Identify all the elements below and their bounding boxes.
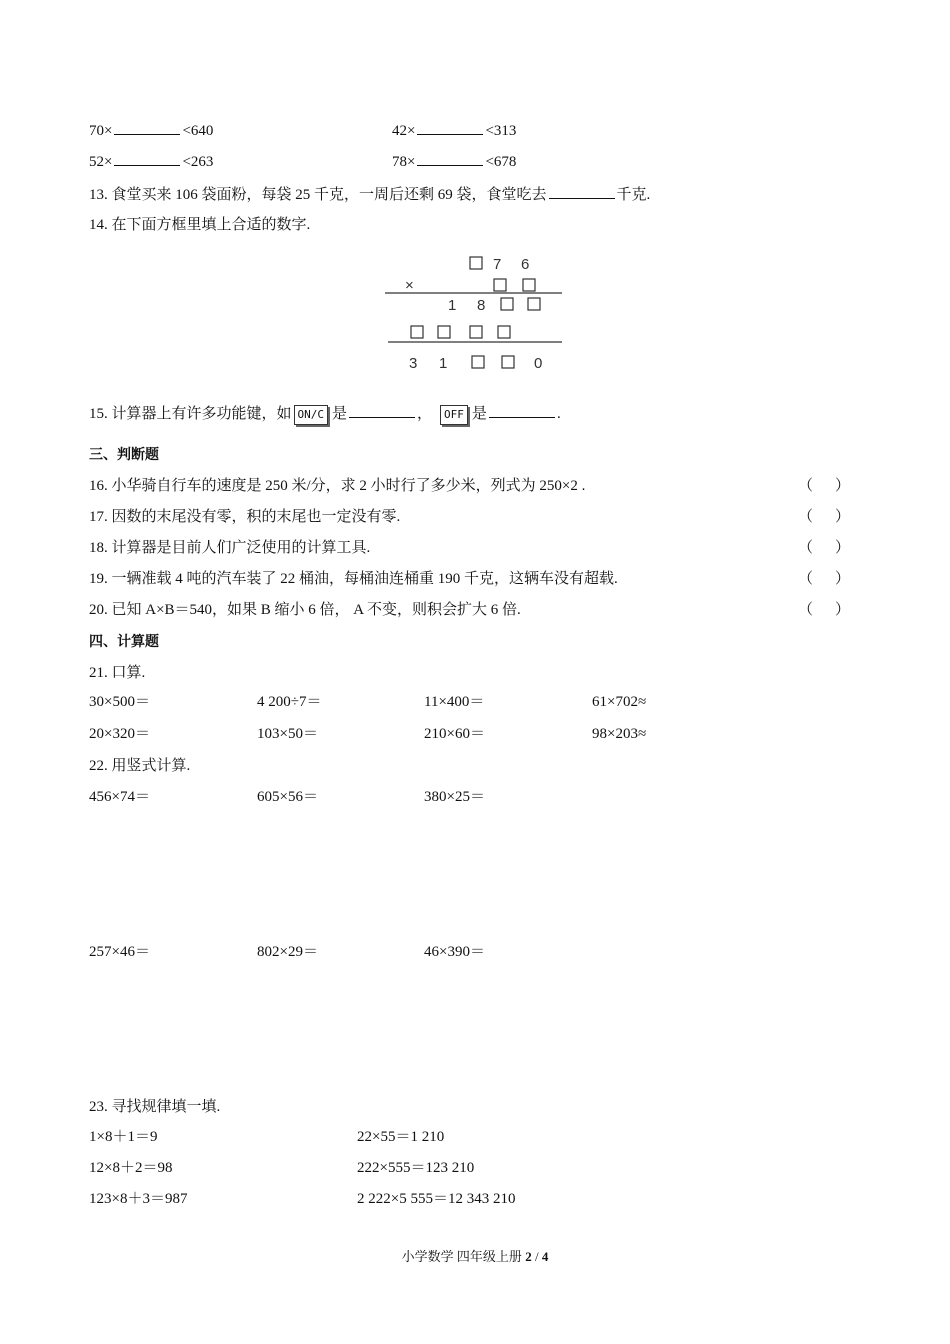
vertical-calc-item: 46×390＝ <box>424 944 485 960</box>
oral-calc-item: 20×320＝ <box>89 726 150 742</box>
answer-blank[interactable] <box>549 184 615 199</box>
question-14: 14. 在下面方框里填上合适的数字. <box>89 217 311 233</box>
section-heading-calculation: 四、计算题 <box>89 634 159 650</box>
judge-item-20: 20. 已知 A×B＝540，如果 B 缩小 6 倍， A 不变，则积会扩大 6 倍. <box>89 602 521 618</box>
pattern-right-item: 22×55＝1 210 <box>357 1129 445 1145</box>
compare-row-1b: 42× <313 <box>392 120 516 141</box>
puzzle-digit: 1 <box>439 355 448 372</box>
question-23-title: 23. 寻找规律填一填. <box>89 1099 221 1115</box>
puzzle-digit: 8 <box>477 297 486 314</box>
digit-box[interactable] <box>470 257 482 269</box>
answer-paren[interactable]: （ ） <box>798 509 850 525</box>
judge-item-16: 16. 小华骑自行车的速度是 250 米/分，求 2 小时行了多少米，列式为 250×2 . <box>89 478 586 494</box>
puzzle-digit: 3 <box>409 355 418 372</box>
oral-calc-item: 61×702≈ <box>592 694 647 710</box>
vertical-calc-item: 257×46＝ <box>89 944 150 960</box>
digit-box[interactable] <box>411 326 423 338</box>
digit-box[interactable] <box>498 326 510 338</box>
vertical-calc-item: 605×56＝ <box>257 789 318 805</box>
answer-paren[interactable]: （ ） <box>798 540 850 556</box>
compare-row-2b: 78× <678 <box>392 151 516 172</box>
answer-blank[interactable] <box>114 151 180 166</box>
vertical-calc-item: 456×74＝ <box>89 789 150 805</box>
on-c-key: ON/C <box>294 405 329 425</box>
pattern-left-item: 12×8＋2＝98 <box>89 1160 173 1176</box>
digit-box[interactable] <box>472 356 484 368</box>
answer-blank[interactable] <box>489 403 555 418</box>
oral-calc-item: 103×50＝ <box>257 726 318 742</box>
page-footer: 小学数学 四年级上册 2 / 4 <box>401 1249 549 1264</box>
answer-blank[interactable] <box>349 403 415 418</box>
oral-calc-item: 30×500＝ <box>89 694 150 710</box>
section-heading-judgement: 三、判断题 <box>89 447 159 463</box>
oral-calc-item: 210×60＝ <box>424 726 485 742</box>
pattern-right-item: 222×555＝123 210 <box>357 1160 475 1176</box>
digit-box[interactable] <box>494 279 506 291</box>
answer-blank[interactable] <box>114 120 180 135</box>
digit-box[interactable] <box>502 356 514 368</box>
compare-row-1a: 70× <640 <box>89 120 213 141</box>
pattern-left-item: 1×8＋1＝9 <box>89 1129 158 1145</box>
puzzle-digit: 7 <box>493 256 502 273</box>
judge-item-19: 19. 一辆准载 4 吨的汽车装了 22 桶油，每桶油连桶重 190 千克，这辆车没有超载. <box>89 571 618 587</box>
answer-blank[interactable] <box>417 151 483 166</box>
digit-box[interactable] <box>501 298 513 310</box>
question-15: 15. 计算器上有许多功能键，如 ON/C 是 ， OFF 是 . <box>89 402 561 426</box>
page-number: 2 <box>525 1249 532 1264</box>
digit-box[interactable] <box>528 298 540 310</box>
puzzle-digit: 6 <box>521 256 530 273</box>
pattern-right-item: 2 222×5 555＝12 343 210 <box>357 1191 516 1207</box>
answer-blank[interactable] <box>417 120 483 135</box>
question-22-title: 22. 用竖式计算. <box>89 758 191 774</box>
judge-item-17: 17. 因数的末尾没有零，积的末尾也一定没有零. <box>89 509 401 525</box>
answer-paren[interactable]: （ ） <box>798 571 850 587</box>
multiplication-puzzle <box>380 250 570 380</box>
pattern-left-item: 123×8＋3＝987 <box>89 1191 188 1207</box>
puzzle-digit: 1 <box>448 297 457 314</box>
answer-paren[interactable]: （ ） <box>798 478 850 494</box>
judge-item-18: 18. 计算器是目前人们广泛使用的计算工具. <box>89 540 371 556</box>
oral-calc-item: 11×400＝ <box>424 694 485 710</box>
vertical-calc-item: 380×25＝ <box>424 789 485 805</box>
times-sign: × <box>405 277 414 294</box>
compare-row-2a: 52× <263 <box>89 151 213 172</box>
digit-box[interactable] <box>523 279 535 291</box>
question-21-title: 21. 口算. <box>89 665 146 681</box>
question-13: 13. 食堂买来 106 袋面粉，每袋 25 千克，一周后还剩 69 袋，食堂吃去 千克. <box>89 184 650 205</box>
page-total: 4 <box>541 1249 549 1264</box>
oral-calc-item: 4 200÷7＝ <box>257 694 322 710</box>
off-key: OFF <box>440 405 468 425</box>
digit-box[interactable] <box>438 326 450 338</box>
oral-calc-item: 98×203≈ <box>592 726 647 742</box>
vertical-calc-item: 802×29＝ <box>257 944 318 960</box>
answer-paren[interactable]: （ ） <box>798 602 850 618</box>
digit-box[interactable] <box>470 326 482 338</box>
puzzle-digit: 0 <box>534 355 543 372</box>
